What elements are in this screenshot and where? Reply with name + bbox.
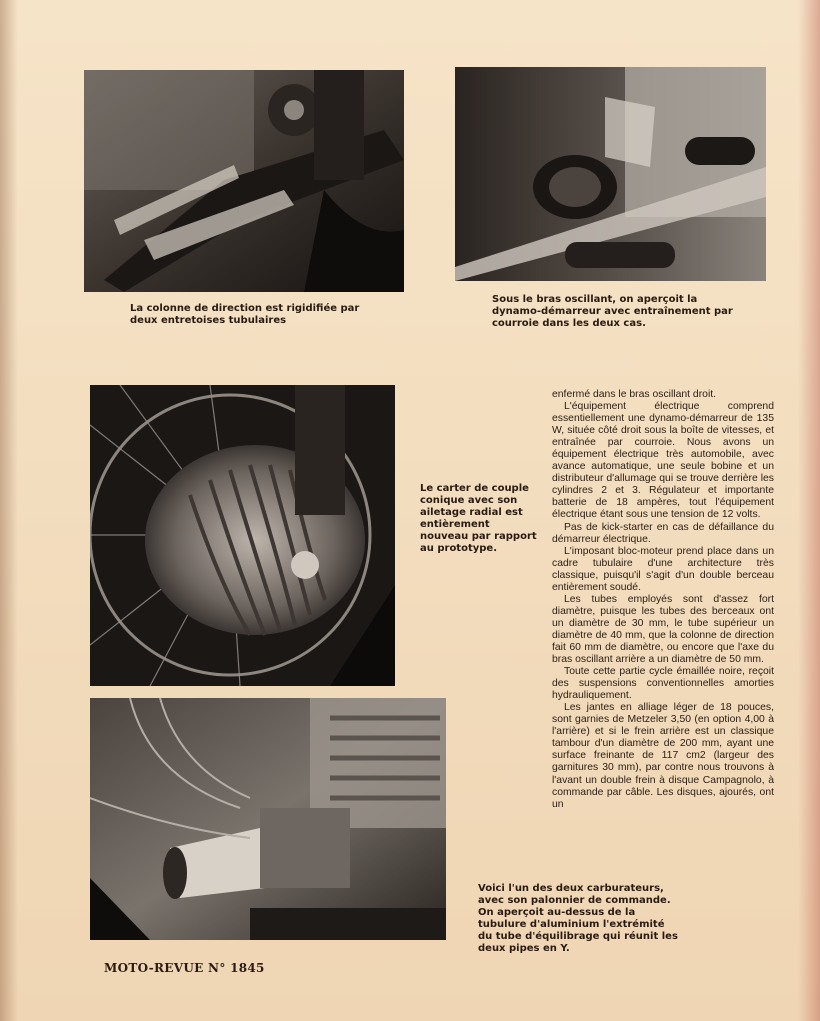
- article-paragraph: Toute cette partie cycle émaillée noire, reçoit des suspensions conventionnelles amorties hydrauliquement.: [552, 666, 774, 702]
- caption-bevel-casing: Le carter de couple conique avec son ailetage radial est entièrement nouveau par rapport au prototype.: [420, 483, 537, 554]
- article-body: [552, 389, 774, 811]
- article-paragraph: Les tubes employés sont d'assez fort diamètre, puisque les tubes des berceaux ont un diamètre de 30 mm, le tube supérieur un diamètre de 40 mm, que la colonne de direction fait 60 mm de diamètre, ou encore que l'axe du bras oscillant arrière a un diamètre de 50 mm.: [552, 593, 774, 666]
- article-paragraph: Les jantes en alliage léger de 18 pouces, sont garnies de Metzeler 3,50 (en option 4,00 à l'arrière) et si le frein arrière est un classique tambour d'un diamètre de 200 mm, ayant une surface freinante de 117 cm2 (largeur des garnitures 30 mm), par contre nous trouvons à l'avant un double frein à disque Campagnolo, à commande par câble. Les disques, ajourés, ont un: [552, 702, 774, 810]
- photo-carburettor: [90, 698, 446, 940]
- article-paragraph: L'équipement électrique comprend essentiellement une dynamo-démarreur de 135 W, située côté droit sous la boîte de vitesses, et entraînée par courroie. Nous avons un équipement électrique très automobile, avec avance automatique, une seule bobine et un distributeur d'allumage qui se trouve derrière les cylindres 2 et 3. Régulateur et importante batterie de 18 ampères, tout l'équipement électrique étant sous une tension de 12 volts.: [552, 401, 774, 521]
- caption-carburettor: Voici l'un des deux carburateurs, avec son palonnier de commande. On aperçoit au-dessus de la tubulure d'aluminium l'extrémité du tube d'équilibrage qui réunit les deux pipes en Y.: [478, 883, 678, 954]
- photo-bevel-casing: [90, 385, 395, 686]
- page-right-edge: [798, 0, 820, 1021]
- caption-swing-arm: Sous le bras oscillant, on aperçoit la dynamo-démarreur avec entraînement par courroie dans les deux cas.: [492, 294, 733, 329]
- article-paragraph: enfermé dans le bras oscillant droit.: [552, 389, 717, 400]
- photo-swing-arm: [455, 67, 766, 281]
- page-left-edge: [0, 0, 18, 1021]
- photo-steering-column: [84, 70, 404, 292]
- caption-steering-column: La colonne de direction est rigidifiée par deux entretoises tubulaires: [130, 303, 360, 326]
- magazine-footer: MOTO-REVUE N° 1845: [104, 961, 265, 975]
- article-paragraph: L'imposant bloc-moteur prend place dans un cadre tubulaire d'une architecture très classique, puisqu'il s'agit d'un double berceau entièrement soudé.: [552, 545, 774, 593]
- article-paragraph: Pas de kick-starter en cas de défaillance du démarreur électrique.: [552, 521, 774, 545]
